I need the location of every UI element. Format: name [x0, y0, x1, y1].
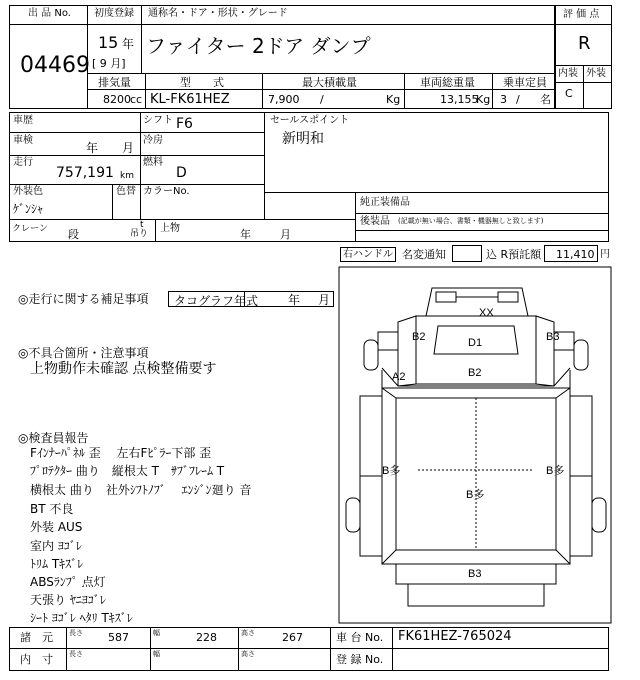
- inspector-line: ﾄﾘﾑ Tｷｽﾞﾚ: [30, 557, 84, 571]
- registration-number-label: 登 録 No.: [336, 653, 384, 666]
- inspector-line: BT 不良: [30, 502, 74, 516]
- capacity-unit: 名: [540, 93, 551, 106]
- year-unit: 年: [122, 37, 135, 51]
- divider: [262, 73, 263, 109]
- divider: [9, 132, 264, 133]
- right-hand-drive: 右ハンドル: [343, 249, 393, 260]
- interior-length-label: 長さ: [69, 650, 83, 658]
- defects-text: 上物動作未確認 点検整備要す: [30, 361, 217, 377]
- interior-dimensions-label: 内 寸: [20, 653, 53, 666]
- divider: [404, 73, 405, 109]
- exterior-color-value: ｹﾞﾝｼｬ: [13, 202, 44, 216]
- inspector-line: 外装 AUS: [30, 520, 83, 534]
- divider: [141, 25, 142, 73]
- divider: [355, 230, 609, 231]
- tachograph-month: 月: [318, 293, 331, 307]
- inspector-report-label: ◎検査員報告: [18, 431, 89, 445]
- divider: [87, 73, 555, 74]
- divider: [9, 155, 264, 156]
- damage-mark-b-many-center: B多: [466, 489, 485, 501]
- displacement-label: 排気量: [98, 76, 131, 89]
- divider: [87, 24, 555, 25]
- name-change-label: 名変通知: [402, 248, 446, 261]
- damage-mark-xx: XX: [479, 307, 494, 319]
- divider: [140, 112, 141, 220]
- specs-label: 諸 元: [20, 631, 53, 644]
- damage-mark-b3-right: B3: [546, 331, 560, 343]
- divider: [155, 219, 156, 242]
- divider: [583, 65, 584, 109]
- divider: [264, 192, 609, 193]
- model-value: KL-FK61HEZ: [150, 92, 230, 107]
- width-label: 幅: [153, 629, 160, 637]
- length-label: 長さ: [69, 629, 83, 637]
- divider: [66, 627, 67, 671]
- air-conditioning-label: 冷房: [143, 135, 163, 146]
- truck-diagram: [338, 266, 612, 624]
- max-load-value: 7,900: [268, 93, 300, 106]
- shift-value: F6: [176, 116, 193, 132]
- upper-body-label: 上物: [160, 223, 180, 234]
- registration-month: [ 9 月]: [92, 57, 126, 70]
- crane-lift: 吊り: [130, 229, 149, 239]
- chassis-label: 車 台 No.: [336, 631, 384, 644]
- driving-notes-label: ◎走行に関する補足事項: [18, 292, 149, 306]
- factory-equipment-label: 純正装備品: [360, 197, 410, 208]
- interior-grade-label: 内装: [558, 68, 578, 79]
- divider: [492, 73, 493, 109]
- rating-score: R: [578, 33, 591, 54]
- mileage-unit: km: [120, 171, 134, 181]
- max-load-unit: Kg: [386, 93, 401, 106]
- length-value: 587: [108, 631, 129, 644]
- interior-height-label: 高さ: [241, 650, 255, 658]
- exterior-grade-label: 外装: [586, 68, 606, 79]
- aftermarket-label: 後装品: [360, 216, 390, 227]
- crane-stage: 段: [68, 228, 79, 241]
- divider: [238, 627, 239, 671]
- interior-grade: C: [565, 87, 573, 100]
- divider: [145, 73, 146, 109]
- max-load-label: 最大積載量: [302, 76, 357, 89]
- gross-weight-value: 13,155: [440, 93, 479, 106]
- color-change-label: 色替: [116, 186, 136, 197]
- divider: [9, 648, 609, 649]
- divider: [355, 192, 356, 242]
- inspector-line: ABSﾗﾝﾌﾟ 点灯: [30, 575, 106, 589]
- inspection-label: 車検: [13, 135, 33, 146]
- divider: [9, 24, 87, 25]
- inspection-year: 年: [86, 141, 99, 155]
- divider: [264, 192, 265, 220]
- inspector-line: 天張り ﾔﾆﾖｺﾞﾚ: [30, 593, 106, 607]
- crane-label: クレーン: [12, 224, 48, 234]
- vehicle-name: ファイター 2ドア ダンプ: [146, 34, 371, 58]
- tachograph-label: タコグラフ年式: [174, 294, 259, 308]
- exterior-color-label: 外装色: [13, 186, 43, 197]
- color-code-label: カラーNo.: [143, 186, 190, 197]
- sales-point-value: 新明和: [282, 131, 324, 147]
- tachograph-year: 年: [288, 293, 301, 307]
- divider: [264, 112, 265, 192]
- damage-mark-a2: A2: [392, 371, 406, 383]
- rating-label: 評 価 点: [563, 9, 600, 20]
- inspector-line: ﾌﾟﾛﾃｸﾀｰ 曲り 縦根太 T ｻﾌﾞﾌﾚｰﾑ T: [30, 464, 225, 478]
- registration-year: 15: [98, 33, 119, 52]
- capacity-slash: /: [516, 93, 520, 106]
- name-change-box: [452, 245, 482, 262]
- shift-label: シフト: [143, 115, 173, 126]
- divider: [141, 5, 142, 25]
- inspector-line: ｼｰﾄ ﾖｺﾞﾚ ﾍﾀﾘ Tｷｽﾞﾚ: [30, 611, 133, 625]
- divider: [392, 627, 393, 671]
- aftermarket-note: (記載が無い場合、書類・機器無しと致します): [398, 217, 544, 225]
- max-load-slash: /: [320, 93, 324, 106]
- history-label: 車歴: [13, 115, 33, 126]
- mileage-value: 757,191: [56, 165, 114, 181]
- inspector-line: 横根太 曲り 社外ｼﾌﾄﾉﾌﾞ ｴﾝｼﾞﾝ廻り 音: [30, 483, 252, 497]
- model-label: 型 式: [180, 76, 224, 89]
- deposit-value: 11,410: [556, 248, 595, 261]
- damage-mark-d1: D1: [468, 337, 483, 349]
- lot-no-label: 出 品 No.: [28, 8, 71, 19]
- divider: [330, 627, 331, 671]
- damage-mark-b3-bottom: B3: [468, 568, 482, 580]
- crane-tonnage-unit: t: [140, 220, 144, 230]
- damage-mark-b-many-left: B多: [382, 465, 401, 477]
- upper-body-year: 年: [240, 228, 251, 241]
- lot-number: 04469: [20, 53, 90, 78]
- fuel-label: 燃料: [143, 157, 163, 168]
- divider: [555, 24, 612, 25]
- height-value: 267: [282, 631, 303, 644]
- displacement-unit: cc: [130, 93, 143, 106]
- sales-point-label: セールスポイント: [270, 115, 350, 126]
- divider: [355, 213, 609, 214]
- chassis-number: FK61HEZ-765024: [398, 629, 512, 644]
- damage-mark-b2-left: B2: [412, 331, 426, 343]
- deposit-unit: 円: [600, 249, 610, 260]
- damage-mark-b2-center: B2: [468, 367, 482, 379]
- defects-label: ◎不具合箇所・注意事項: [18, 346, 149, 360]
- fuel-value: D: [176, 165, 187, 181]
- damage-mark-b-many-right: B多: [546, 465, 565, 477]
- capacity-value: 3: [500, 93, 507, 106]
- gross-weight-label: 車両総重量: [420, 76, 475, 89]
- inspection-month: 月: [122, 141, 135, 155]
- upper-body-month: 月: [280, 228, 291, 241]
- capacity-label: 乗車定員: [503, 76, 547, 89]
- mileage-label: 走行: [13, 157, 33, 168]
- first-registration-label: 初度登録: [94, 8, 134, 19]
- width-value: 228: [196, 631, 217, 644]
- displacement-value: 8200: [103, 93, 131, 106]
- footer-frame: [9, 627, 609, 671]
- inspector-line: 室内 ﾖｺﾞﾚ: [30, 539, 82, 553]
- gross-weight-unit: Kg: [476, 93, 491, 106]
- interior-width-label: 幅: [153, 650, 160, 658]
- divider: [9, 184, 264, 185]
- height-label: 高さ: [241, 629, 255, 637]
- inspector-line: Fｲﾝﾅｰﾊﾟﾈﾙ 歪 左右Fﾋﾟﾗｰ下部 歪: [30, 446, 212, 460]
- divider: [150, 627, 151, 671]
- divider: [9, 219, 355, 220]
- deposit-label: 込 R預託額: [486, 248, 542, 261]
- divider: [112, 184, 113, 219]
- vehicle-name-label: 通称名・ドア・形状・グレード: [148, 8, 288, 19]
- divider: [87, 89, 555, 90]
